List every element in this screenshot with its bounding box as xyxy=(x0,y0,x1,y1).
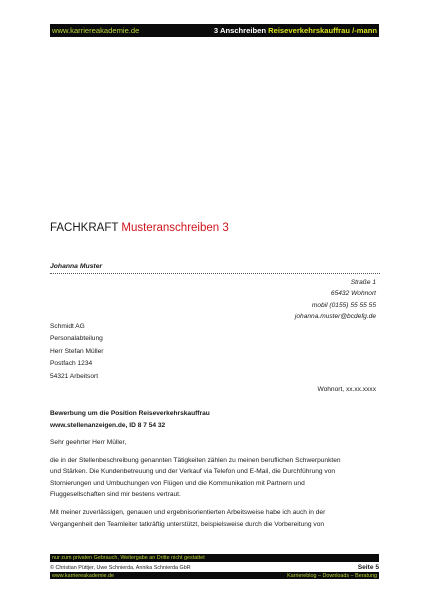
header-title-highlight: Reiseverkehrskauffrau /-mann xyxy=(268,26,377,35)
recipient-city: 54321 Arbeitsort xyxy=(50,372,99,380)
letter-date: Wohnort, xx.xx.xxxx xyxy=(317,386,376,393)
page-number: Seite 5 xyxy=(357,564,379,571)
paragraph-1-line: Fluggesellschaften sind mir bestens vertraut. xyxy=(50,491,181,499)
header-bar xyxy=(50,24,379,37)
footer-copyright: © Christian Püttjer, Uwe Schnierda, Annika Schnierda GbR xyxy=(50,564,191,571)
paragraph-1-line: die in der Stellenbeschreibung genannten Tätigkeiten zählen zu meinen beruflichen Schwerpunkten xyxy=(50,456,341,464)
subject-position: Bewerbung um die Position Reiseverkehrskauffrau xyxy=(50,410,210,417)
sender-email[interactable]: johanna.muster@bcdefg.de xyxy=(294,312,376,320)
paragraph-2-line: Vergangenheit den Teamleiter tatkräftig unterstützt, beispielsweise durch die Vorbereitung von xyxy=(50,520,325,528)
sender-address xyxy=(295,277,376,322)
footer-bar xyxy=(50,572,379,579)
paragraph-1-line: und Stärken. Die Kundenbetreuung und der Verkauf via Telefon und E-Mail, die Durchführung von xyxy=(50,468,336,476)
subject-reference: www.stellenanzeigen.de, ID 8 7 54 32 xyxy=(50,421,166,429)
header-site-link[interactable]: www.karriereakademie.de xyxy=(52,26,140,35)
letter-body xyxy=(50,437,380,536)
footer-site-link[interactable]: www.karriereakademie.de xyxy=(52,572,115,579)
recipient-contact: Herr Stefan Müller xyxy=(50,347,104,355)
recipient-address xyxy=(50,321,104,383)
sender-divider xyxy=(50,273,380,274)
footer-info xyxy=(50,563,379,572)
paragraph-1 xyxy=(50,455,380,501)
recipient-department: Personalabteilung xyxy=(50,335,103,343)
sender-name: Johanna Muster xyxy=(50,263,103,270)
salutation: Sehr geehrter Herr Müller, xyxy=(50,439,127,446)
paragraph-2-line: Mit meiner zuverlässigen, genauen und ergebnisorientierten Arbeitsweise habe ich auch in der xyxy=(50,508,326,516)
sender-phone: mobil (0155) 55 55 55 xyxy=(311,301,376,309)
recipient-pobox: Postfach 1234 xyxy=(50,360,93,368)
footer-nav-links[interactable]: Karriereblog – Downloads – Beratung xyxy=(287,572,377,579)
document-title-highlight: Musteranschreiben 3 xyxy=(121,222,229,234)
subject-line xyxy=(50,408,210,431)
document-title xyxy=(50,222,229,234)
header-title-prefix: 3 Anschreiben xyxy=(213,26,266,35)
footer-notice: nur zum privaten Gebrauch, Weitergabe an Dritte nicht gestattet xyxy=(50,554,379,562)
paragraph-2 xyxy=(50,507,380,530)
sender-city: 65432 Wohnort xyxy=(330,290,376,298)
recipient-company: Schmidt AG xyxy=(50,323,85,330)
header-title xyxy=(214,26,377,35)
paragraph-1-line: Stornierungen und Umbuchungen von Flügen und die Kommunikation mit Partnern und xyxy=(50,479,305,487)
document-title-prefix: FACHKRAFT xyxy=(50,222,119,234)
sender-street: Straße 1 xyxy=(350,279,376,286)
